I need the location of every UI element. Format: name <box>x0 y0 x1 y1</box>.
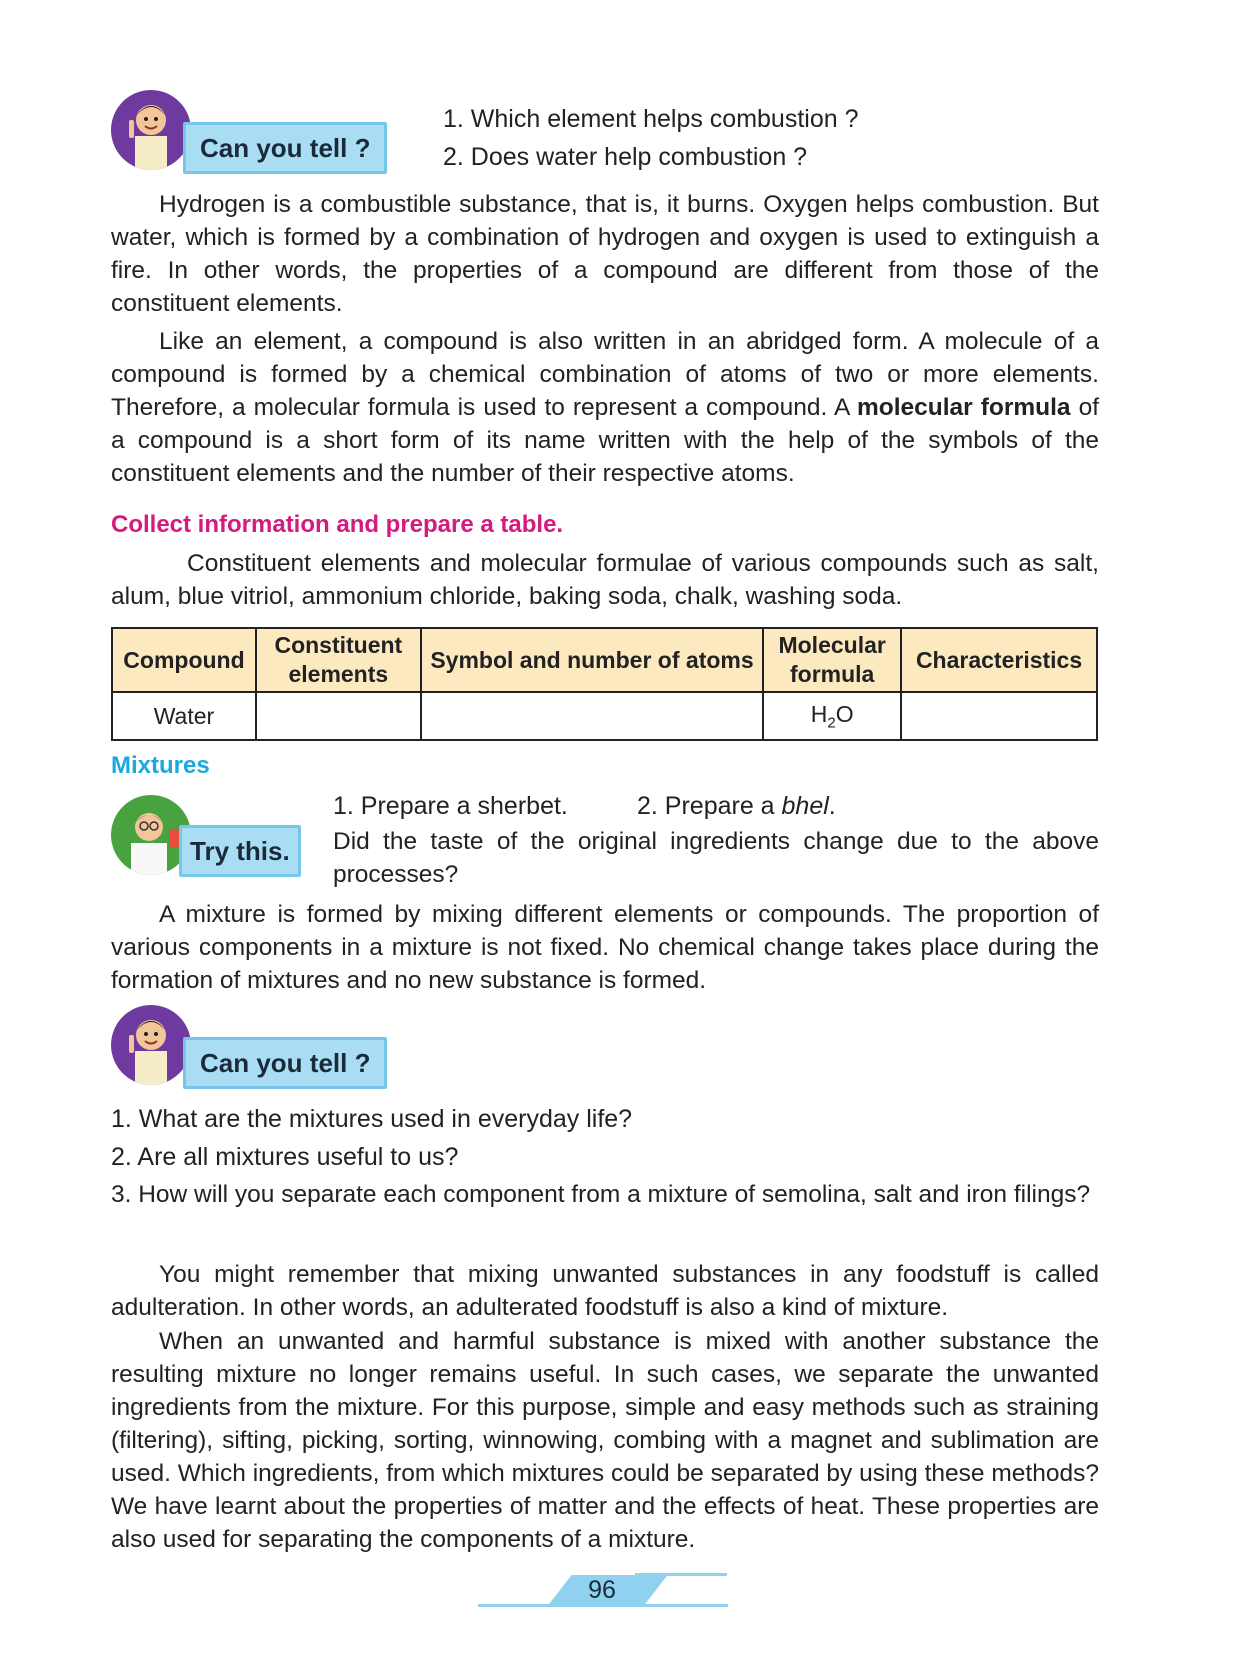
table-header-row <box>112 628 1097 692</box>
question-2: 2. Does water help combustion ? <box>443 143 808 171</box>
list-item-3: 3. How will you separate each component from a mixture of semolina, salt and iron filings? <box>111 1181 1091 1208</box>
header-molecular-formula: Molecular formula <box>763 628 901 692</box>
paragraph-molecular-formula: Like an element, a compound is also written in an abridged form. A molecule of a compound is formed by a chemical combination of atoms of two or more elements. Therefore, a molecular formula is used to represent a compound. A molecular formula of a compound is a short form of its name written with the help of the symbols of the constituent elements and the number of their respective atoms. <box>111 328 1100 487</box>
header-characteristics: Characteristics <box>901 628 1097 692</box>
list-item-2: 2. Are all mixtures useful to us? <box>111 1143 459 1171</box>
paragraph-combustion: Hydrogen is a combustible substance, that is, it burns. Oxygen helps combustion. But water, which is formed by a combination of hydrogen and oxygen is used to extinguish a fire. In other words, the properties of a compound are different from those of the constituent elements. <box>111 191 1099 317</box>
can-you-tell-label: Can you tell ? <box>183 1037 387 1089</box>
paragraph-adulteration: You might remember that mixing unwanted substances in any foodstuff is called adulteration. In other words, an adulterated foodstuff is also a kind of mixture. <box>111 1261 1099 1321</box>
paragraph-mixture: A mixture is formed by mixing different elements or compounds. The proportion of various components in a mixture is not fixed. No chemical change takes place during the formation of mixtures and no new substance is formed. <box>111 901 1099 994</box>
list-item-1: 1. What are the mixtures used in everyday life? <box>111 1105 633 1133</box>
can-you-tell-badge-1 <box>111 90 381 180</box>
cell-characteristics <box>901 692 1097 740</box>
molecular-formula-term: molecular formula <box>856 394 1071 421</box>
can-you-tell-badge-2 <box>111 1005 381 1095</box>
collect-info-heading: Collect information and prepare a table. <box>111 511 564 538</box>
collect-info-text: Constituent elements and molecular formulae of various compounds such as salt, alum, blue vitriol, ammonium chloride, baking soda, chalk, washing soda. <box>111 550 1099 610</box>
table-row <box>112 692 1097 740</box>
try-item-1: 1. Prepare a sherbet. <box>333 792 568 820</box>
mixtures-heading: Mixtures <box>111 752 210 779</box>
try-this-question: Did the taste of the original ingredients change due to the above processes? <box>333 828 1099 888</box>
header-compound: Compound <box>112 628 256 692</box>
cell-formula: $H_2O$ <box>763 692 901 740</box>
compound-table <box>111 627 1098 741</box>
question-1: 1. Which element helps combustion ? <box>443 105 859 133</box>
page-number: 96 <box>588 1576 616 1604</box>
header-symbol-atoms: Symbol and number of atoms <box>421 628 763 692</box>
cell-symbol <box>421 692 763 740</box>
try-this-label: Try this. <box>179 825 301 877</box>
boy-character-icon <box>111 1005 191 1085</box>
can-you-tell-label: Can you tell ? <box>183 122 387 174</box>
paragraph-separation: When an unwanted and harmful substance is mixed with another substance the resulting mixture no longer remains useful. In such cases, we separate the unwanted ingredients from the mixture. For this purpose, simple and easy methods such as straining (filtering), sifting, picking, sorting, winnowing, combing with a magnet and sublimation are used. Which ingredients, from which mixtures could be separated by using these methods? We have learnt about the properties of matter and the effects of heat. These properties are also used for separating the components of a mixture. <box>111 1328 1099 1553</box>
boy-character-icon <box>111 90 191 170</box>
header-constituent-elements: Constituent elements <box>256 628 421 692</box>
cell-compound: Water <box>112 692 256 740</box>
try-item-2: 2. Prepare a bhel. <box>637 792 836 820</box>
cell-constituent <box>256 692 421 740</box>
